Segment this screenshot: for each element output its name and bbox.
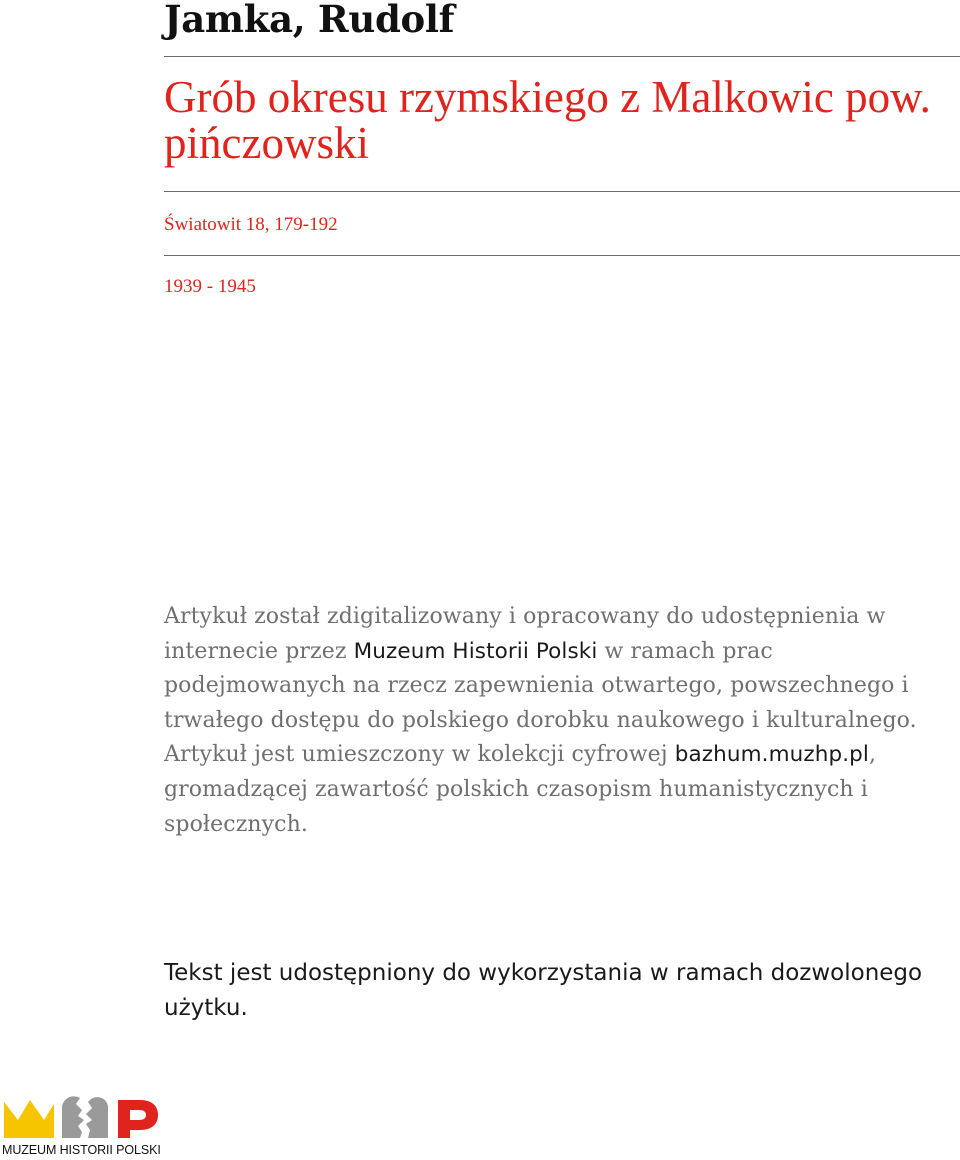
divider-bottom: [164, 255, 960, 256]
museum-logo[interactable]: [0, 1090, 170, 1160]
digitization-notice: [164, 600, 934, 842]
notice-text-part-1: Artykuł został zdigitalizowany i opracowany do udostępnienia w internecie przez: [164, 604, 886, 664]
notice-text-part-2: w ramach prac podejmowanych na rzecz zapewnienia otwartego, powszechnego i trwałego dostępu do polskiego dorobku naukowego i kulturalnego. Artykuł jest umieszczony w kolekcji cyfrowej: [164, 638, 917, 768]
muzeum-historii-polski-logo-icon: [0, 1090, 170, 1142]
logo-caption: MUZEUM HISTORII POLSKI: [2, 1143, 161, 1157]
museum-link[interactable]: Muzeum Historii Polski: [353, 638, 598, 664]
article-title: Grób okresu rzymskiego z Malkowic pow. pińczowski: [164, 72, 931, 168]
notice-text-part-3: , gromadzącej zawartość polskich czasopism humanistycznych i społecznych.: [164, 742, 877, 837]
divider-middle: [164, 191, 960, 192]
source-citation: Światowit 18, 179-192: [164, 214, 338, 235]
usage-note: Tekst jest udostępniony do wykorzystania w ramach dozwolonego użytku.: [164, 960, 923, 1021]
publication-years: 1939 - 1945: [164, 276, 256, 297]
divider-top: [164, 56, 960, 57]
author-name: Jamka, Rudolf: [164, 0, 455, 41]
bazhum-link[interactable]: bazhum.muzhp.pl: [674, 742, 869, 768]
